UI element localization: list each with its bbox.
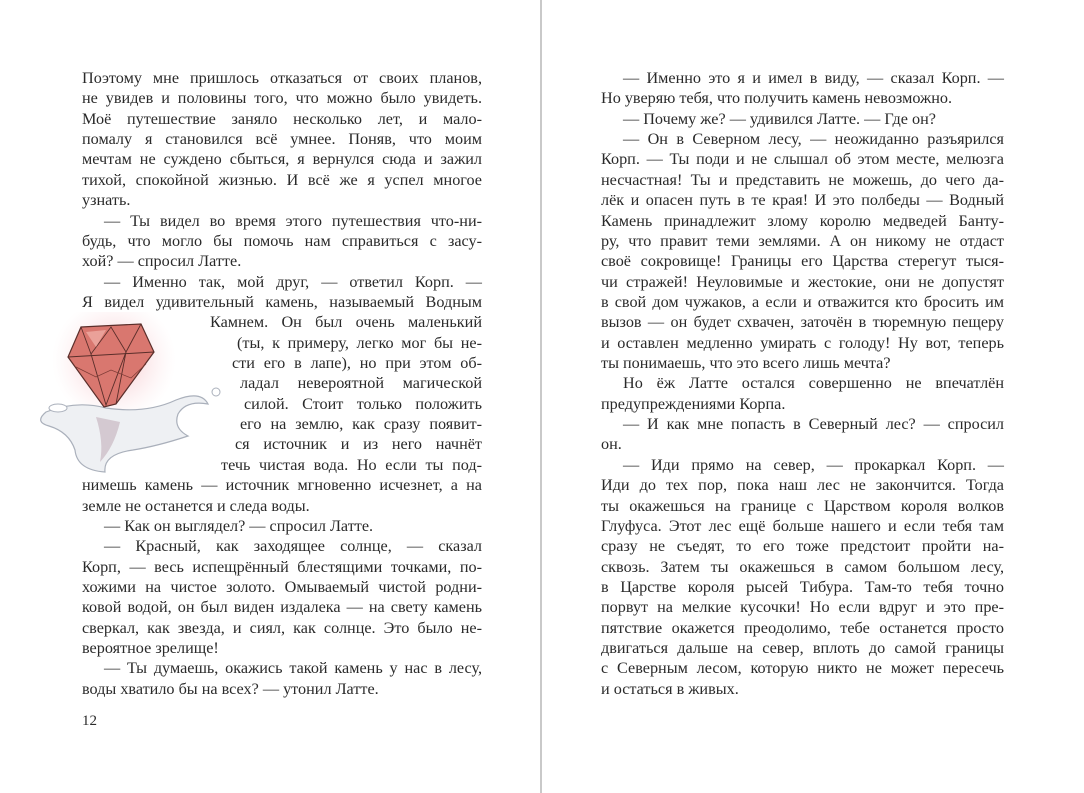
left-page: [82, 68, 482, 699]
text-line: Поэтому мне пришлось отказаться от своих планов,: [82, 69, 482, 87]
text-line: мечтам не суждено сбыться, я вернулся сюда и зажил: [82, 150, 482, 169]
text-line: — И как мне попасть в Северный лес? — спросил: [623, 415, 1004, 434]
text-line: сразу не съедят, то его тоже предстоит пройти на-: [601, 537, 1004, 556]
text-line: течь чистая вода. Но если ты под-: [221, 455, 482, 474]
text-line: Но уверяю тебя, что получить камень невозможно.: [601, 89, 953, 108]
text-line: несчастная! Ты и представить не можешь, до чего да-: [601, 170, 1004, 189]
text-line: силой. Стоит только положить: [244, 394, 482, 413]
text-line: — Именно так, мой друг, — ответил Корп. —: [104, 272, 482, 291]
text-line: (ты, к примеру, легко мог бы не-: [237, 333, 482, 352]
text-line: ся источник и из него начнёт: [235, 435, 482, 454]
page-number: 12: [82, 713, 97, 729]
text-line: хой? — спросил Латте.: [82, 252, 242, 271]
text-line: будь, что могло бы помочь нам справиться с засу-: [82, 231, 482, 250]
text-line: он.: [601, 435, 622, 454]
text-line: Корп, — весь испещрённый блестящими точками, по-: [82, 557, 482, 576]
text-line: узнать.: [82, 191, 131, 210]
text-line: ковой водой, он был виден издалека — на свету камень: [82, 598, 482, 617]
text-line: в Царстве короля рысей Тибура. Там-то тебя точно: [601, 577, 1004, 596]
text-line: Корп. — Ты поди и не слышал об этом месте, мелюзга: [601, 150, 1004, 169]
text-line: — Ты думаешь, окажись такой камень у нас в лесу,: [104, 659, 482, 678]
book-gutter: [540, 0, 542, 793]
text-line: Я видел удивительный камень, называемый Водным: [82, 292, 482, 311]
text-line: земле не останется и следа воды.: [82, 496, 310, 515]
right-page: [601, 68, 1004, 699]
text-line: предупреждениями Корпа.: [601, 394, 786, 413]
text-line: — Ты видел во время этого путешествия что-ни-: [104, 211, 482, 230]
text-line: своё сокровище! Границы его Царства стерегут тыся-: [601, 252, 1004, 271]
text-line: ладал невероятной магической: [240, 374, 482, 393]
text-line: сквозь. Затем ты окажешься в самом большом лесу,: [601, 557, 1004, 576]
text-line: — Иди прямо на север, — прокаркал Корп. —: [623, 455, 1004, 474]
text-line: Иди до тех пор, пока наш лес не закончится. Тогда: [601, 476, 1004, 495]
text-line: сти его в лапе), но при этом об-: [232, 354, 482, 373]
text-line: ру, что правит теми землями. А он никому не отдаст: [601, 231, 1004, 250]
text-line: вероятное зрелище!: [82, 639, 219, 658]
text-line: помалу я становился всё умнее. Поняв, что моим: [82, 130, 482, 149]
text-line: не увидев и половины того, что можно было увидеть.: [82, 89, 482, 108]
text-line: и остаться в живых.: [601, 679, 739, 698]
text-line: Камень принадлежит злому королю медведей Банту-: [601, 211, 1004, 230]
text-line: нимешь камень — источник мгновенно исчезнет, а на: [82, 476, 482, 495]
text-line: — Как он выглядел? — спросил Латте.: [104, 516, 374, 535]
text-line: двигаться дальше на север, вплоть до самой границы: [601, 639, 1004, 658]
text-line: его на землю, как сразу появит-: [240, 415, 482, 434]
text-line: Камнем. Он был очень маленький: [210, 313, 482, 332]
text-line: вызов — он будет схвачен, заточён в тюремную пещеру: [601, 313, 1004, 332]
text-line: воды хватило бы на всех? — утонил Латте.: [82, 679, 379, 698]
text-line: и оставлен медленно умирать с голоду! Ну вот, теперь: [601, 333, 1004, 352]
text-line: чи стражей! Неуловимые и жестокие, они не допустят: [601, 272, 1004, 291]
text-line: Глуфуса. Этот лес ещё больше нашего и если тебя там: [601, 516, 1004, 535]
text-line: хожими на чистое золото. Омываемый чистой родни-: [82, 577, 482, 596]
text-line: лёк и опасен путь в те края! И это полбеды — Водный: [601, 191, 1004, 210]
text-line: — Почему же? — удивился Латте. — Где он?: [623, 109, 936, 128]
text-line: сверкал, как звезда, и сиял, как солнце. Это было не-: [82, 618, 482, 637]
text-line: порвут на мелкие кусочки! Но если вдруг и это пре-: [601, 598, 1004, 617]
text-line: — Красный, как заходящее солнце, — сказал: [104, 537, 482, 556]
text-line: ты окажешься на границе с Царством короля волков: [601, 496, 1004, 515]
text-line: — Именно это я и имел в виду, — сказал Корп. —: [623, 69, 1004, 87]
text-line: Но ёж Латте остался совершенно не впечатлён: [623, 374, 1004, 393]
text-line: тихой, спокойной жизнью. И всё же я успел многое: [82, 170, 482, 189]
text-line: с Северным лесом, которую никто не может пересечь: [601, 659, 1004, 678]
text-line: — Он в Северном лесу, — неожиданно разъярился: [623, 130, 1004, 149]
text-line: пятствие окажется преодолимо, тебе останется просто: [601, 618, 1004, 637]
text-line: ты понимаешь, что это всего лишь мечта?: [601, 354, 891, 373]
text-line: Моё путешествие заняло несколько лет, и мало-: [82, 109, 482, 128]
text-line: в свой дом чужаков, а если и отважится кто бросить им: [601, 292, 1004, 311]
